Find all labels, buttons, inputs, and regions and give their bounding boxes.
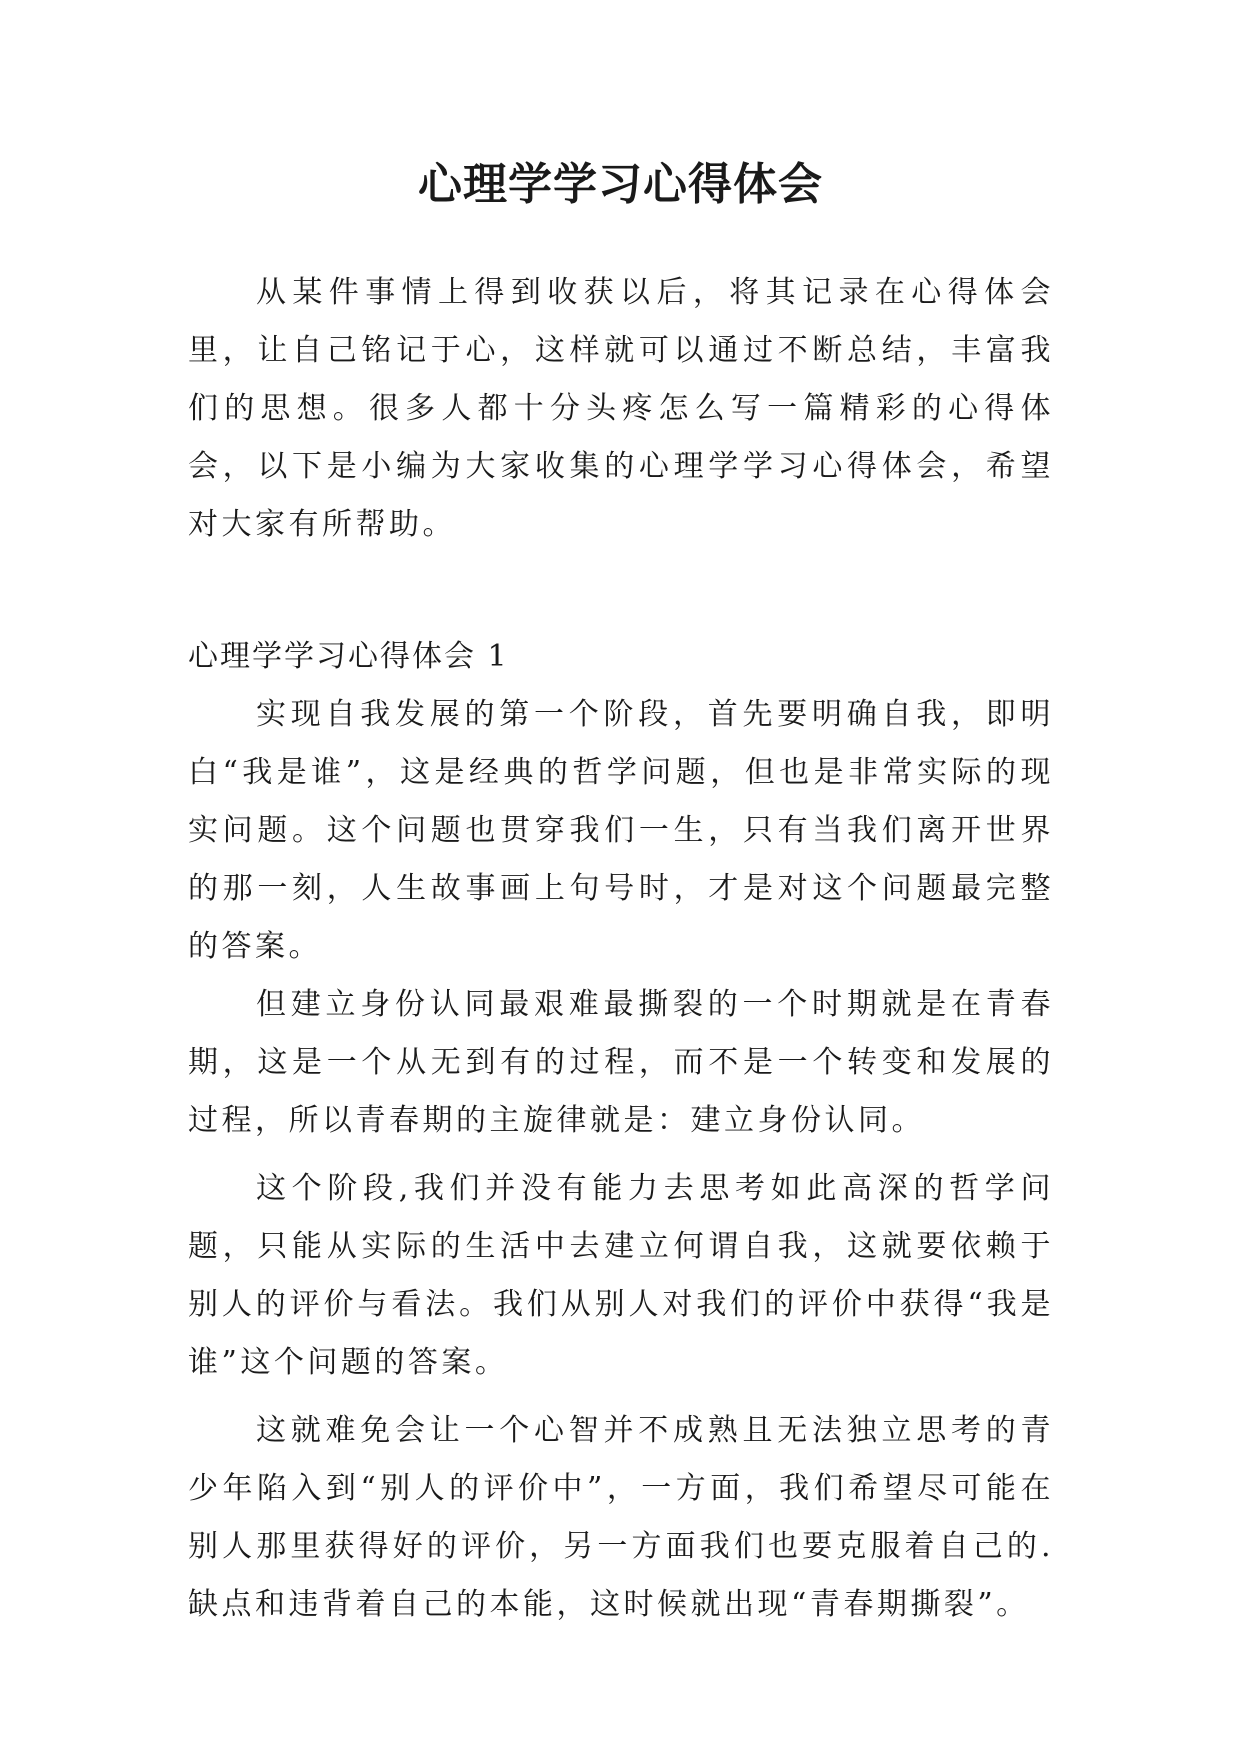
section-paragraph-1: 实现自我发展的第一个阶段，首先要明确自我，即明白“我是谁”，这是经典的哲学问题，但也是非常实际的现实问题。这个问题也贯穿我们一生，只有当我们离开世界的那一刻，人生故事画上句号时，才是对这个问题最完整的答案。	[188, 697, 1054, 964]
section-paragraph-4: 这就难免会让一个心智并不成熟且无法独立思考的青少年陷入到“别人的评价中”，一方面，我们希望尽可能在别人那里获得好的评价，另一方面我们也要克服着自己的.缺点和违背着自己的本能，这时候就出现“青春期撕裂”。	[188, 1413, 1054, 1622]
section-paragraph-2: 但建立身份认同最艰难最撕裂的一个时期就是在青春期，这是一个从无到有的过程，而不是一个转变和发展的过程，所以青春期的主旋律就是：建立身份认同。	[188, 987, 1054, 1138]
document-body	[188, 264, 1054, 1634]
section-heading: 心理学学习心得体会 1	[188, 639, 509, 674]
intro-paragraph: 从某件事情上得到收获以后，将其记录在心得体会里，让自己铭记于心，这样就可以通过不断总结，丰富我们的思想。很多人都十分头疼怎么写一篇精彩的心得体会，以下是小编为大家收集的心理学学习心得体会，希望对大家有所帮助。	[188, 275, 1054, 542]
document-title: 心理学学习心得体会	[418, 159, 823, 210]
section-paragraph-3: 这个阶段,我们并没有能力去思考如此高深的哲学问题，只能从实际的生活中去建立何谓自我，这就要依赖于别人的评价与看法。我们从别人对我们的评价中获得“我是谁”这个问题的答案。	[188, 1171, 1054, 1380]
